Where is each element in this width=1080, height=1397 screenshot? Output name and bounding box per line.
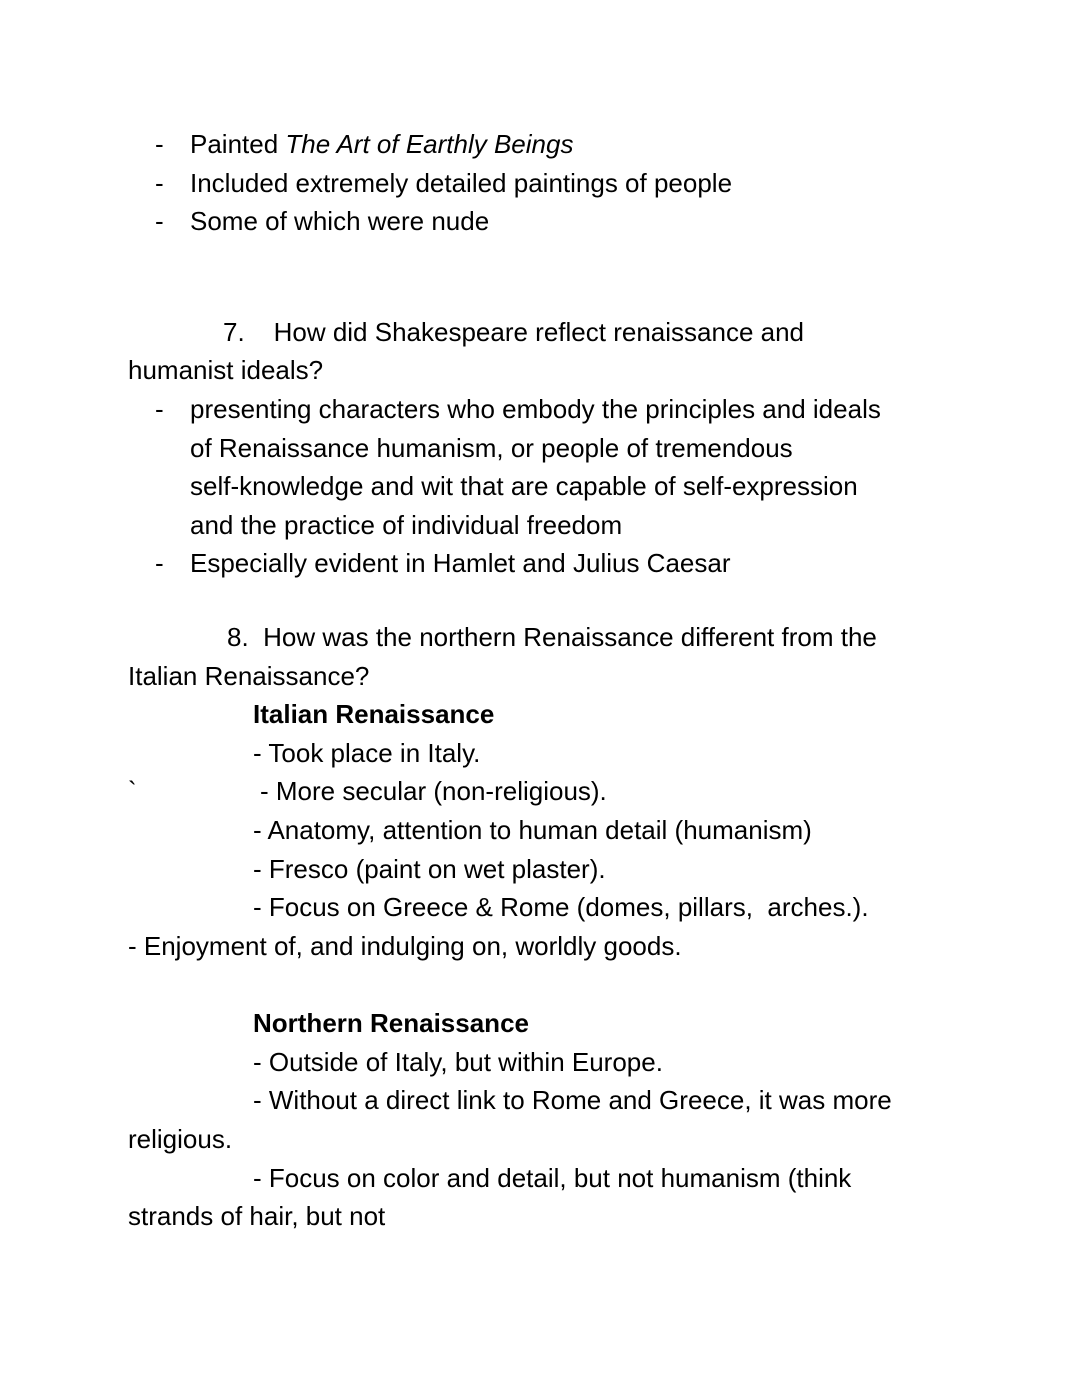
italian-item-anatomy: - Anatomy, attention to human detail (humanism) — [253, 814, 812, 845]
northern-renaissance-heading: Northern Renaissance — [253, 1008, 529, 1039]
spacer — [128, 241, 1080, 313]
q7-answer2-text: Especially evident in Hamlet and Julius Caesar — [190, 548, 731, 579]
italian-item-italy: - Took place in Italy. — [253, 737, 481, 768]
northern-item-outside-italy: - Outside of Italy, but within Europe. — [253, 1046, 663, 1077]
question7-heading-line2: humanist ideals? — [128, 355, 324, 386]
italian-renaissance-heading: Italian Renaissance — [253, 699, 495, 730]
italian-item-secular-text: - More secular (non-religious). — [260, 776, 607, 807]
spacer — [128, 965, 1080, 1004]
italian-item-fresco: - Fresco (paint on wet plaster). — [253, 853, 606, 884]
bullet-dash: - — [155, 206, 164, 237]
italian-item-greece-rome: - Focus on Greece & Rome (domes, pillars, arches.). — [253, 892, 869, 923]
bullet-dash: - — [155, 393, 164, 424]
intro-bullet-painted — [128, 125, 1080, 164]
northern-item-color-detail-line1: - Focus on color and detail, but not humanism (think — [253, 1162, 852, 1193]
italian-item-secular-line — [128, 772, 1080, 811]
northern-item-religious-line1: - Without a direct link to Rome and Greece, it was more — [253, 1085, 892, 1116]
bullet-dash: - — [155, 129, 164, 159]
italian-item-worldly-goods: - Enjoyment of, and indulging on, worldly goods. — [128, 930, 682, 961]
bullet-dash: - — [155, 548, 164, 579]
q7-answer1-line4: and the practice of individual freedom — [190, 509, 623, 540]
intro-bullet-detailed — [128, 164, 1080, 203]
q7-answer1-line1-text: presenting characters who embody the principles and ideals — [190, 393, 881, 424]
question7-heading-line1: 7. How did Shakespeare reflect renaissance and — [223, 316, 805, 347]
intro-bullet-detailed-text: Included extremely detailed paintings of people — [190, 167, 733, 198]
spacer — [128, 583, 1080, 618]
intro-bullet-nude-text: Some of which were nude — [190, 206, 490, 237]
q7-answer2 — [128, 544, 1080, 583]
northern-item-religious-line2: religious. — [128, 1124, 233, 1155]
painting-title-italic: The Art of Earthly Beings — [285, 129, 574, 159]
stray-backtick: ` — [128, 776, 137, 807]
q7-answer1-line3: self-knowledge and wit that are capable of self-expression — [190, 471, 858, 502]
q7-answer1-line2: of Renaissance humanism, or people of tremendous — [190, 432, 793, 463]
intro-bullet-painted-pre: Painted — [190, 129, 286, 159]
northern-item-color-detail-line2: strands of hair, but not — [128, 1201, 386, 1232]
q7-answer1-line1 — [128, 390, 1080, 429]
intro-bullet-nude — [128, 202, 1080, 241]
question8-heading-line1: 8. How was the northern Renaissance different from the — [227, 621, 877, 652]
bullet-dash: - — [155, 167, 164, 198]
question8-heading-line2: Italian Renaissance? — [128, 660, 370, 691]
